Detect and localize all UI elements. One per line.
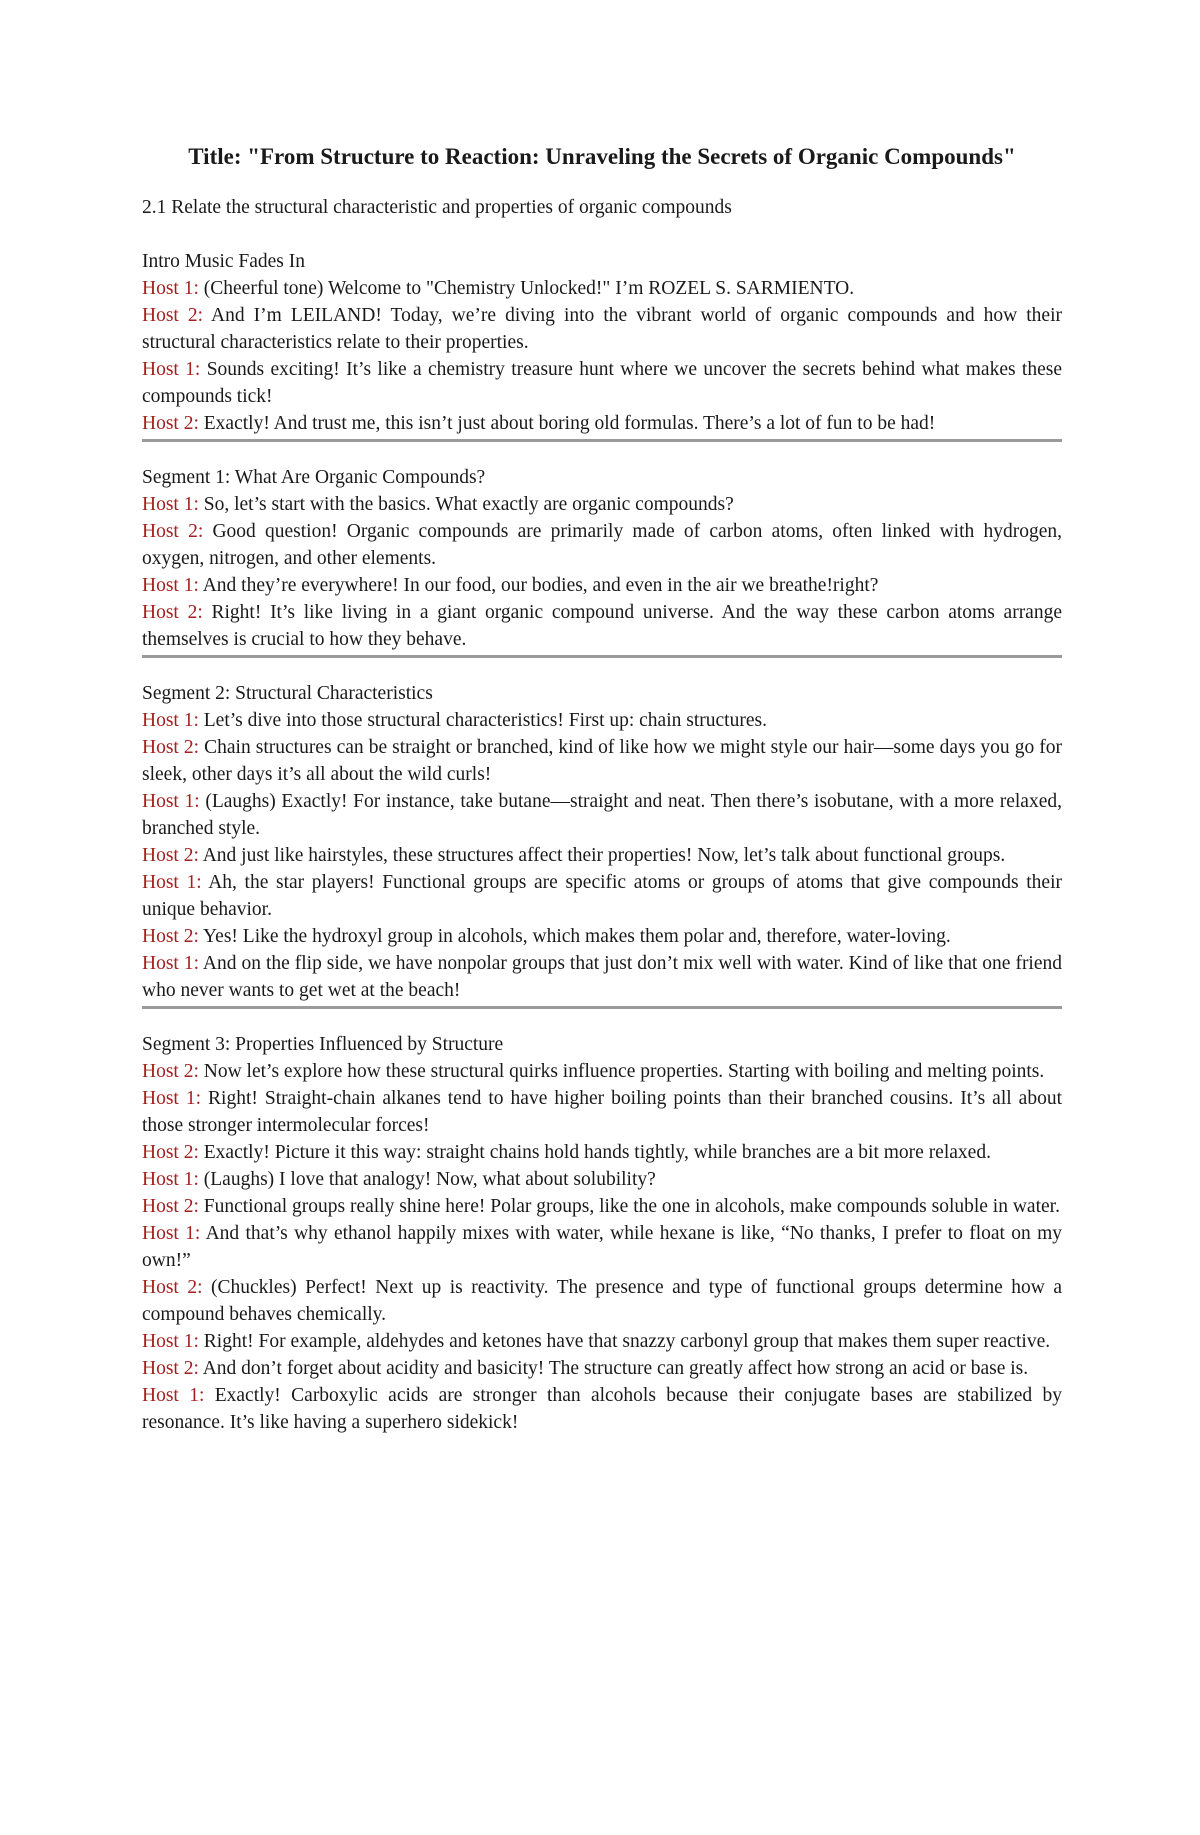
- segment-2-section: [142, 680, 1062, 1009]
- speaker-label: Host 2:: [142, 737, 200, 758]
- speaker-label: Host 1:: [142, 278, 199, 299]
- dialogue-text: And don’t forget about acidity and basicity! The structure can greatly affect how strong an acid or base is.: [198, 1358, 1029, 1379]
- page-title: Title: "From Structure to Reaction: Unraveling the Secrets of Organic Compounds": [188, 144, 1016, 169]
- dialogue-text: Sounds exciting! It’s like a chemistry treasure hunt where we uncover the secrets behind what makes these compounds tick!: [142, 359, 1062, 407]
- speaker-label: Host 1:: [142, 359, 201, 380]
- speaker-label: Host 2:: [142, 413, 199, 434]
- dialogue-text: Ah, the star players! Functional groups are specific atoms or groups of atoms that give compounds their unique behavior.: [142, 872, 1062, 920]
- dialogue-text: (Cheerful tone) Welcome to "Chemistry Unlocked!" I’m ROZEL S. SARMIENTO.: [198, 278, 855, 299]
- dialogue-text: Chain structures can be straight or branched, kind of like how we might style our hair—some days you go for sleek, other days it’s all about the wild curls!: [142, 737, 1062, 785]
- dialogue-text: Exactly! And trust me, this isn’t just about boring old formulas. There’s a lot of fun to be had!: [198, 413, 936, 434]
- dialogue-line: [142, 356, 1062, 410]
- dialogue-text: (Laughs) I love that analogy! Now, what about solubility?: [198, 1169, 656, 1190]
- dialogue-line: [142, 1193, 1062, 1220]
- dialogue-line: [142, 572, 1062, 599]
- dialogue-text: So, let’s start with the basics. What exactly are organic compounds?: [198, 494, 734, 515]
- dialogue-line: [142, 707, 1062, 734]
- section-heading: Segment 2: Structural Characteristics: [142, 683, 433, 704]
- dialogue-line: [142, 1166, 1062, 1193]
- speaker-label: Host 1:: [142, 1169, 199, 1190]
- speaker-label: Host 1:: [142, 1088, 202, 1109]
- speaker-label: Host 1:: [142, 710, 199, 731]
- segment-1-section: [142, 464, 1062, 658]
- speaker-label: Host 2:: [142, 1277, 203, 1298]
- dialogue-text: Exactly! Carboxylic acids are stronger than alcohols because their conjugate bases are stabilized by resonance. It’s like having a superhero sidekick!: [142, 1385, 1062, 1433]
- speaker-label: Host 2:: [142, 521, 204, 542]
- dialogue-line: [142, 1382, 1062, 1436]
- dialogue-line: [142, 869, 1062, 923]
- speaker-label: Host 1:: [142, 791, 200, 812]
- dialogue-line: [142, 599, 1062, 653]
- speaker-label: Host 2:: [142, 1142, 199, 1163]
- speaker-label: Host 1:: [142, 872, 202, 893]
- speaker-label: Host 2:: [142, 1196, 199, 1217]
- dialogue-line: [142, 734, 1062, 788]
- segment-3-section: [142, 1031, 1062, 1436]
- speaker-label: Host 2:: [142, 1061, 199, 1082]
- section-divider: [142, 655, 1062, 658]
- speaker-label: Host 1:: [142, 1385, 205, 1406]
- speaker-label: Host 2:: [142, 305, 204, 326]
- dialogue-line: [142, 1328, 1062, 1355]
- dialogue-line: [142, 842, 1062, 869]
- dialogue-text: Right! Straight-chain alkanes tend to have higher boiling points than their branched cousins. It’s all about those stronger intermolecular forces!: [142, 1088, 1062, 1136]
- dialogue-text: And that’s why ethanol happily mixes with water, while hexane is like, “No thanks, I prefer to float on my own!”: [142, 1223, 1063, 1271]
- dialogue-text: And I’m LEILAND! Today, we’re diving into the vibrant world of organic compounds and how their structural characteristics relate to their properties.: [142, 305, 1062, 353]
- learning-objective: 2.1 Relate the structural characteristic and properties of organic compounds: [142, 197, 732, 218]
- dialogue-lines: [142, 1058, 1062, 1436]
- dialogue-text: And just like hairstyles, these structures affect their properties! Now, let’s talk about functional groups.: [198, 845, 1006, 866]
- intro-section: [142, 248, 1062, 442]
- speaker-label: Host 2:: [142, 926, 199, 947]
- dialogue-text: Yes! Like the hydroxyl group in alcohols, which makes them polar and, therefore, water-loving.: [198, 926, 951, 947]
- dialogue-lines: [142, 275, 1062, 437]
- dialogue-line: [142, 950, 1062, 1004]
- speaker-label: Host 1:: [142, 575, 199, 596]
- dialogue-line: [142, 491, 1062, 518]
- section-divider: [142, 1006, 1062, 1009]
- section-divider: [142, 439, 1062, 442]
- dialogue-line: [142, 788, 1062, 842]
- speaker-label: Host 2:: [142, 602, 203, 623]
- dialogue-line: [142, 302, 1062, 356]
- dialogue-text: Right! It’s like living in a giant organic compound universe. And the way these carbon atoms arrange themselves is crucial to how they behave.: [142, 602, 1062, 650]
- section-heading: Intro Music Fades In: [142, 251, 306, 272]
- dialogue-text: And on the flip side, we have nonpolar groups that just don’t mix well with water. Kind of like that one friend who never wants to get wet at the beach!: [142, 953, 1063, 1001]
- dialogue-text: Functional groups really shine here! Polar groups, like the one in alcohols, make compounds soluble in water.: [198, 1196, 1060, 1217]
- spacer: [142, 221, 1062, 248]
- dialogue-line: [142, 1355, 1062, 1382]
- dialogue-lines: [142, 491, 1062, 653]
- speaker-label: Host 1:: [142, 1223, 201, 1244]
- dialogue-text: Exactly! Picture it this way: straight chains hold hands tightly, while branches are a bit more relaxed.: [198, 1142, 991, 1163]
- dialogue-text: Good question! Organic compounds are primarily made of carbon atoms, often linked with hydrogen, oxygen, nitrogen, and other elements.: [142, 521, 1062, 569]
- dialogue-text: And they’re everywhere! In our food, our bodies, and even in the air we breathe!right?: [198, 575, 879, 596]
- section-heading: Segment 1: What Are Organic Compounds?: [142, 467, 486, 488]
- dialogue-line: [142, 410, 1062, 437]
- speaker-label: Host 2:: [142, 1358, 199, 1379]
- dialogue-text: Right! For example, aldehydes and ketones have that snazzy carbonyl group that makes them super reactive.: [198, 1331, 1051, 1352]
- speaker-label: Host 1:: [142, 494, 199, 515]
- dialogue-lines: [142, 707, 1062, 1004]
- dialogue-text: (Chuckles) Perfect! Next up is reactivity. The presence and type of functional groups determine how a compound behaves chemically.: [142, 1277, 1062, 1325]
- dialogue-line: [142, 1085, 1062, 1139]
- dialogue-line: [142, 1220, 1062, 1274]
- dialogue-line: [142, 923, 1062, 950]
- speaker-label: Host 1:: [142, 953, 199, 974]
- dialogue-line: [142, 518, 1062, 572]
- dialogue-text: (Laughs) Exactly! For instance, take butane—straight and neat. Then there’s isobutane, with a more relaxed, branched style.: [142, 791, 1062, 839]
- dialogue-line: [142, 275, 1062, 302]
- dialogue-line: [142, 1058, 1062, 1085]
- document-page: [142, 140, 1062, 1436]
- speaker-label: Host 1:: [142, 1331, 199, 1352]
- speaker-label: Host 2:: [142, 845, 199, 866]
- dialogue-text: Now let’s explore how these structural quirks influence properties. Starting with boiling and melting points.: [198, 1061, 1045, 1082]
- dialogue-line: [142, 1139, 1062, 1166]
- section-heading: Segment 3: Properties Influenced by Structure: [142, 1034, 504, 1055]
- dialogue-text: Let’s dive into those structural characteristics! First up: chain structures.: [198, 710, 767, 731]
- dialogue-line: [142, 1274, 1062, 1328]
